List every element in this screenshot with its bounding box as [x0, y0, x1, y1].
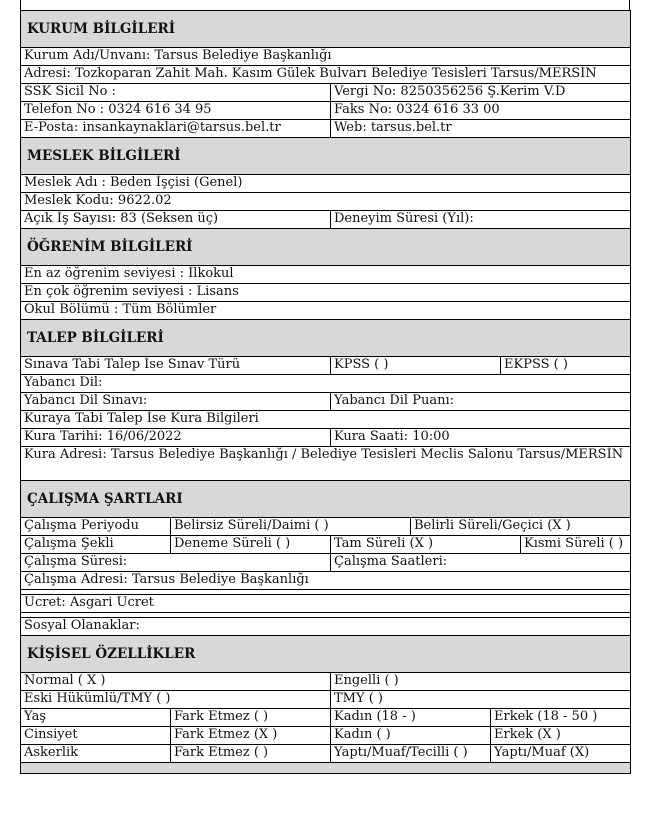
askerlik-label: Askerlik	[21, 745, 171, 763]
kismi-sureli: Kısmi Süreli ( )	[521, 536, 631, 554]
deneme-sureli: Deneme Süreli ( )	[171, 536, 331, 554]
tam-sureli: Tam Süreli (X )	[331, 536, 521, 554]
yas-erkek: Erkek (18 - 50 )	[491, 709, 631, 727]
acik-is-sayisi: Açık İş Sayısı: 83 (Seksen üç)	[21, 211, 331, 229]
yas-fark-etmez: Fark Etmez ( )	[171, 709, 331, 727]
kurum-adi: Kurum Adı/Unvanı: Tarsus Belediye Başkanlığı	[21, 48, 631, 66]
normal-option: Normal ( X )	[21, 673, 331, 691]
vergi-no: Vergi No: 8250356256 Ş.Kerim V.D	[331, 84, 631, 102]
yabanci-dil-sinavi: Yabancı Dil Sınavı:	[21, 393, 331, 411]
section-kisisel-title: KİŞİSEL ÖZELLİKLER	[21, 636, 631, 673]
tmy-option: TMY ( )	[331, 691, 631, 709]
faks-no: Faks No: 0324 616 33 00	[331, 102, 631, 120]
kura-tarihi: Kura Tarihi: 16/06/2022	[21, 429, 331, 447]
job-request-form	[20, 10, 631, 774]
askerlik-yapti-muaf-tecilli: Yaptı/Muaf/Tecilli ( )	[331, 745, 491, 763]
section-ogrenim-title: ÖĞRENİM BİLGİLERİ	[21, 229, 631, 266]
kurum-adres: Adresi: Tozkoparan Zahit Mah. Kasım Gülek Bulvarı Belediye Tesisleri Tarsus/MERSİN	[21, 66, 631, 84]
ssk-sicil: SSK Sicil No :	[21, 84, 331, 102]
calisma-adresi: Çalışma Adresi: Tarsus Belediye Başkanlığı	[21, 572, 631, 590]
section-meslek-title: MESLEK BİLGİLERİ	[21, 138, 631, 175]
ekpss-option: EKPSS ( )	[501, 357, 631, 375]
ucret: Ücret: Asgari Ücret	[21, 595, 631, 613]
calisma-saatleri: Çalışma Saatleri:	[331, 554, 631, 572]
next-section-band	[21, 763, 631, 774]
calisma-periyodu: Çalışma Periyodu	[21, 518, 171, 536]
kura-bilgileri: Kuraya Tabi Talep İse Kura Bilgileri	[21, 411, 631, 429]
calisma-sekli: Çalışma Şekli	[21, 536, 171, 554]
meslek-kodu: Meslek Kodu: 9622.02	[21, 193, 631, 211]
en-cok-ogrenim: En çok öğrenim seviyesi : Lisans	[21, 284, 631, 302]
engelli-option: Engelli ( )	[331, 673, 631, 691]
sosyal-olanaklar: Sosyal Olanaklar:	[21, 618, 631, 636]
kura-saati: Kura Saati: 10:00	[331, 429, 631, 447]
yas-label: Yaş	[21, 709, 171, 727]
belirli-sureli: Belirli Süreli/Geçici (X )	[411, 518, 631, 536]
e-posta: E-Posta: insankaynaklari@tarsus.bel.tr	[21, 120, 331, 138]
cinsiyet-fark-etmez: Fark Etmez (X )	[171, 727, 331, 745]
telefon-no: Telefon No : 0324 616 34 95	[21, 102, 331, 120]
okul-bolumu: Okul Bölümü : Tüm Bölümler	[21, 302, 631, 320]
askerlik-fark-etmez: Fark Etmez ( )	[171, 745, 331, 763]
askerlik-yapti-muaf: Yaptı/Muaf (X)	[491, 745, 631, 763]
kura-adresi: Kura Adresi: Tarsus Belediye Başkanlığı / Belediye Tesisleri Meclis Salonu Tarsus/MERSİN	[21, 447, 631, 481]
deneyim-suresi: Deneyim Süresi (Yıl):	[331, 211, 631, 229]
belirsiz-sureli: Belirsiz Süreli/Daimi ( )	[171, 518, 411, 536]
yabanci-dil-puani: Yabancı Dil Puanı:	[331, 393, 631, 411]
top-border-stub	[20, 0, 630, 10]
section-kurum-title: KURUM BİLGİLERİ	[21, 11, 631, 48]
section-talep-title: TALEP BİLGİLERİ	[21, 320, 631, 357]
yas-kadin: Kadın (18 - )	[331, 709, 491, 727]
cinsiyet-label: Cinsiyet	[21, 727, 171, 745]
meslek-adi: Meslek Adı : Beden İşçisi (Genel)	[21, 175, 631, 193]
cinsiyet-kadin: Kadın ( )	[331, 727, 491, 745]
en-az-ogrenim: En az öğrenim seviyesi : İlkokul	[21, 266, 631, 284]
sinav-turu: Sınava Tabi Talep İse Sınav Türü	[21, 357, 331, 375]
cinsiyet-erkek: Erkek (X )	[491, 727, 631, 745]
section-calisma-title: ÇALIŞMA ŞARTLARI	[21, 481, 631, 518]
calisma-suresi: Çalışma Süresi:	[21, 554, 331, 572]
web: Web: tarsus.bel.tr	[331, 120, 631, 138]
yabanci-dil: Yabancı Dil:	[21, 375, 631, 393]
eski-hukumlu-option: Eski Hükümlü/TMY ( )	[21, 691, 331, 709]
kpss-option: KPSS ( )	[331, 357, 501, 375]
